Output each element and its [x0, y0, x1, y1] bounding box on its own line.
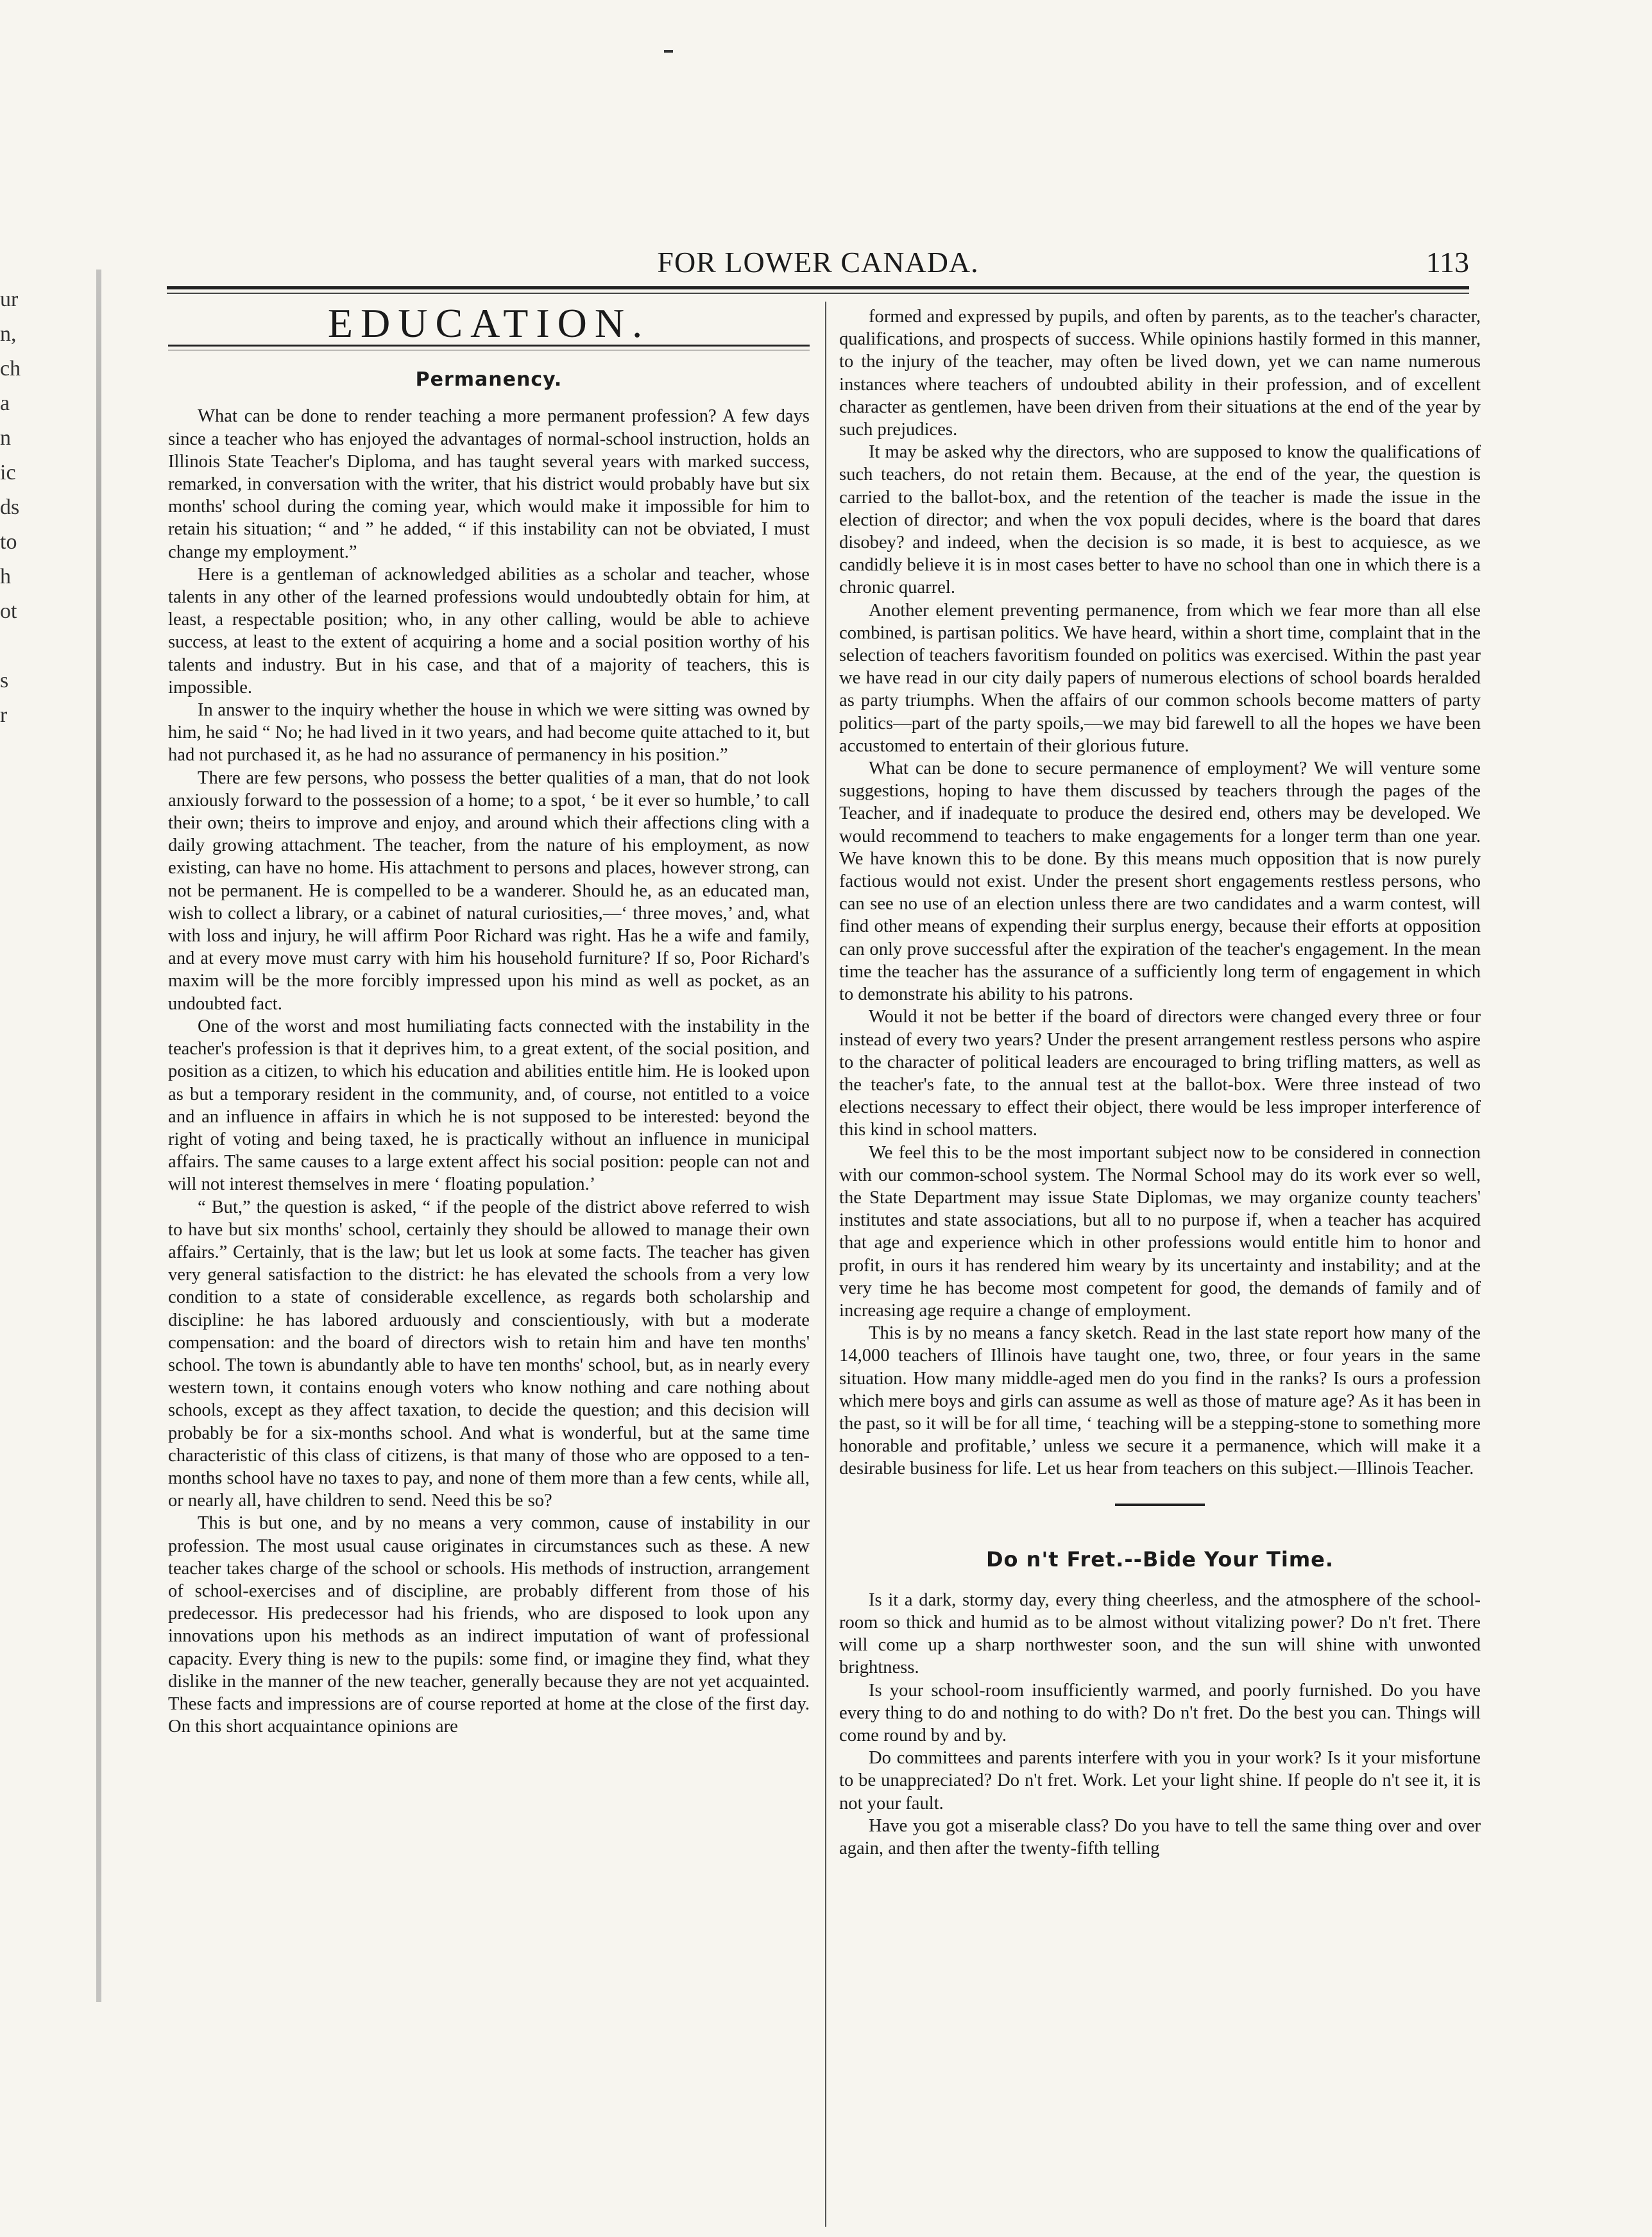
- paragraph: It may be asked why the directors, who are supposed to know the qualifications of such teachers, do not retain them. Because, at the end of the year, the question is carried to the ballot-box, and the retention of the teacher is made the issue in the election of director; and when the vox populi decides, where is the board that dares disobey? and indeed, when the decision is so made, it is best to acquiesce, as we candidly believe it is in most cases better to have no school than one in which there is a chronic quarrel.: [839, 442, 1481, 598]
- paragraph: Would it not be better if the board of directors were changed every three or four instead of every two years? Under the present arrangement restless persons who aspire to the character of political leaders are encouraged to bring trifling matters, as well as the teacher's fate, to the annual test at the ballot-box. Were three instead of two elections necessary to effect their object, there would be less improper interference of this kind in school matters.: [839, 1007, 1481, 1140]
- margin-fragment: r: [0, 703, 8, 727]
- paragraph: Have you got a miserable class? Do you have to tell the same thing over and over again, and then after the twenty-fifth telling: [839, 1815, 1481, 1858]
- margin-fragment: h: [0, 565, 11, 588]
- article-title: Permanency.: [415, 368, 563, 391]
- paragraph: What can be done to secure permanence of employment? We will venture some suggestions, hoping to have them discussed by teachers through the pages of the Teacher, and if inadequate to produce the desired end, others may be developed. We would recommend to teachers to make engagements for a longer term than one year. We have known this to be done. By this means much opposition that is now purely factious would not exist. Under the present short engagements restless persons, who can see no use of an election unless there are two candidates and a warm contest, will find other means of expending their surplus energy, because their efforts at opposition can only prove successful after the expiration of the teacher's engagement. In the mean time the teacher has the assurance of a sufficiently long term of engagement in which to demonstrate his ability to his patrons.: [839, 759, 1481, 1005]
- print-mark: [664, 50, 673, 53]
- page-header: [167, 245, 1469, 279]
- adjacent-page-fragments: [0, 282, 46, 733]
- article-body-2: [839, 1589, 1481, 1860]
- margin-fragment: ch: [0, 357, 21, 381]
- margin-fragment: ot: [0, 599, 17, 623]
- paragraph: This is but one, and by no means a very common, cause of instability in our profession. The most usual cause originates in circumstances such as these. A new teacher takes charge of the school or schools. His methods of instruction, arrangement of school-exercises and of discipline, are probably different from those of his predecessor. His predecessor had his friends, who are disposed to look upon any innovations upon his methods as an indirect imputation of want of professional capacity. Every thing is new to the pupils: some find, or imagine they find, what they dislike in the manner of the new teacher, generally because they are not yet acquainted. These facts and impressions are of course reported at home at the close of the first day. On this short acquaintance opinions are: [168, 1513, 810, 1737]
- article-body: [168, 405, 810, 1738]
- paragraph: We feel this to be the most important subject now to be considered in connection with our common-school system. The Normal School may do its work ever so well, the State Department may issue State Diplomas, we may organize county teachers' institutes and state associations, but all to no purpose if, when a teacher has acquired that age and experience which in other professions would entitle him to honor and profit, in ours it has rendered him weary by its uncertainty and instability; and at the very time he has become most competent for good, the demands of family and of increasing age require a change of employment.: [839, 1142, 1481, 1321]
- article-body-continued: [839, 305, 1481, 1480]
- article-title-2: Do n't Fret.--Bide Your Time.: [985, 1547, 1334, 1572]
- paragraph: Is your school-room insufficiently warmed, and poorly furnished. Do you have every thing to do and nothing to do with? Do n't fret. Do the best you can. Things will come round by and by.: [839, 1680, 1481, 1745]
- paragraph: Here is a gentleman of acknowledged abilities as a scholar and teacher, whose talents in any other of the learned professions would undoubtedly obtain for him, at least, a respectable position; who, in any other calling, would be able to achieve success, at least to the extent of acquiring a home and a social position worthy of his talents and industry. But in his case, and that of a majority of teachers, this is impossible.: [168, 564, 810, 698]
- paragraph: This is by no means a fancy sketch. Read in the last state report how many of the 14,000 teachers of Illinois have taught one, two, three, or four years in the same situation. How many middle-aged men do you find in the ranks? Is ours a profession which mere boys and girls can assume as well as those of mature age? As it has been in the past, so it will be for all time, ‘ teaching will be a stepping-stone to something more honorable and profitable,’ unless we secure it a permanence, which will make it a desirable business for life. Let us hear from teachers on this subject.—Illinois Teacher.: [839, 1323, 1481, 1479]
- paragraph: What can be done to render teaching a more permanent profession? A few days since a teacher who has enjoyed the advantages of normal-school instruction, holds an Illinois State Teacher's Diploma, and has taught several years with marked success, remarked, in conversation with the writer, that his district would probably have but six months' school during the coming year, which would make it impossible for him to retain his situation; “ and ” he added, “ if this instability can not be obviated, I must change my employment.”: [168, 406, 810, 562]
- header-rule-thin: [167, 293, 1469, 294]
- margin-fragment: ic: [0, 461, 16, 484]
- header-rule: [167, 286, 1469, 289]
- paragraph: One of the worst and most humiliating facts connected with the instability in the teacher's profession is that it deprives him, to a great extent, of the social position, and position as a citizen, to which his education and abilities entitle him. He is looked upon as but a temporary resident in the community, and, of course, not entitled to a voice and an influence in affairs in which he is not supposed to be interested: beyond the right of voting and being taxed, he is practically without an influence in municipal affairs. The same causes to a large extent affect his social position: people can not and will not interest themselves in mere ‘ floating population.’: [168, 1016, 810, 1195]
- paragraph: There are few persons, who possess the better qualities of a man, that do not look anxiously forward to the possession of a home; to a spot, ‘ be it ever so humble,’ to call their own; theirs to improve and enjoy, and around which their affections cling with a daily growing attachment. The teacher, from the nature of his employment, as now existing, can have no home. His attachment to persons and places, however strong, can not be permanent. He is compelled to be a wanderer. Should he, as an educated man, wish to collect a library, or a cabinet of natural curiosities,—‘ three moves,’ and, what with loss and injury, he will affirm Poor Richard was right. Has he a wife and family, and at every move must carry with him his household furniture? If so, Poor Richard's maxim will be the more forcibly impressed upon his mind as well as pocket, as an undoubted fact.: [168, 767, 810, 1014]
- margin-fragment: n: [0, 426, 11, 450]
- binding-shadow: [96, 270, 101, 2002]
- margin-fragment: s: [0, 669, 9, 692]
- article-separator: [1115, 1504, 1205, 1506]
- margin-fragment: [0, 629, 46, 664]
- margin-fragment: to: [0, 530, 17, 554]
- page-number: 113: [1426, 246, 1469, 279]
- margin-fragment: a: [0, 391, 10, 415]
- paragraph: formed and expressed by pupils, and often by parents, as to the teacher's character, qualifications, and prospects of success. While opinions hastily formed in this manner, to the injury of the teacher, may often be lived down, yet we can name numerous instances where teachers of undoubted ability in their profession, and of excellent character as gentlemen, have been driven from their situations at the end of the year by such prejudices.: [839, 307, 1481, 440]
- paragraph: Another element preventing permanence, from which we fear more than all else combined, is partisan politics. We have heard, within a short time, complaint that in the selection of teachers favoritism founded on politics was exercised. Within the past year we have read in our city daily papers of numerous elections of school boards heralded as party triumphs. When the affairs of our common schools become matters of party politics—part of the party spoils,—we may bid farewell to all the hopes we have been accustomed to entertain of their glorious future.: [839, 600, 1481, 756]
- left-column: [168, 300, 810, 1738]
- paragraph: Do committees and parents interfere with you in your work? Is it your misfortune to be unappreciated? Do n't fret. Work. Let your light shine. If people do n't see it, it is not your fault.: [839, 1748, 1481, 1813]
- column-divider: [825, 302, 826, 2227]
- margin-fragment: n,: [0, 322, 17, 346]
- running-head: FOR LOWER CANADA.: [657, 246, 979, 279]
- margin-fragment: ds: [0, 495, 20, 519]
- right-column: [839, 305, 1481, 1860]
- section-title: EDUCATION.: [327, 300, 651, 346]
- margin-fragment: ur: [0, 287, 19, 311]
- paragraph: Is it a dark, stormy day, every thing cheerless, and the atmosphere of the school-room so thick and humid as to be almost without vitalizing power? Do n't fret. There will come up a sharp northwester soon, and the sun will shine with unwonted brightness.: [839, 1590, 1481, 1678]
- paragraph: “ But,” the question is asked, “ if the people of the district above referred to wish to have but six months' school, certainly they should be allowed to manage their own affairs.” Certainly, that is the law; but let us look at some facts. The teacher has given very general satisfaction to the district: he has elevated the schools from a very low condition to a state of considerable excellence, as regards both scholarship and discipline: he has labored arduously and conscientiously, with but a moderate compensation: and the board of directors wish to retain him and have ten months' school. The town is abundantly able to have ten months' school, but, as in nearly every western town, it contains enough voters who know nothing and care nothing about schools, except as they affect taxation, to decide the question; and this decision will probably be for a six-months school. And what is wonderful, but at the same time characteristic of this class of citizens, is that many of those who are opposed to a ten-months school have no taxes to pay, and none of them more than a few cents, while all, or nearly all, have children to send. Need this be so?: [168, 1197, 810, 1511]
- paragraph: In answer to the inquiry whether the house in which we were sitting was owned by him, he said “ No; he had lived in it two years, and had become quite attached to it, but had not purchased it, as he had no assurance of permanency in his position.”: [168, 700, 810, 766]
